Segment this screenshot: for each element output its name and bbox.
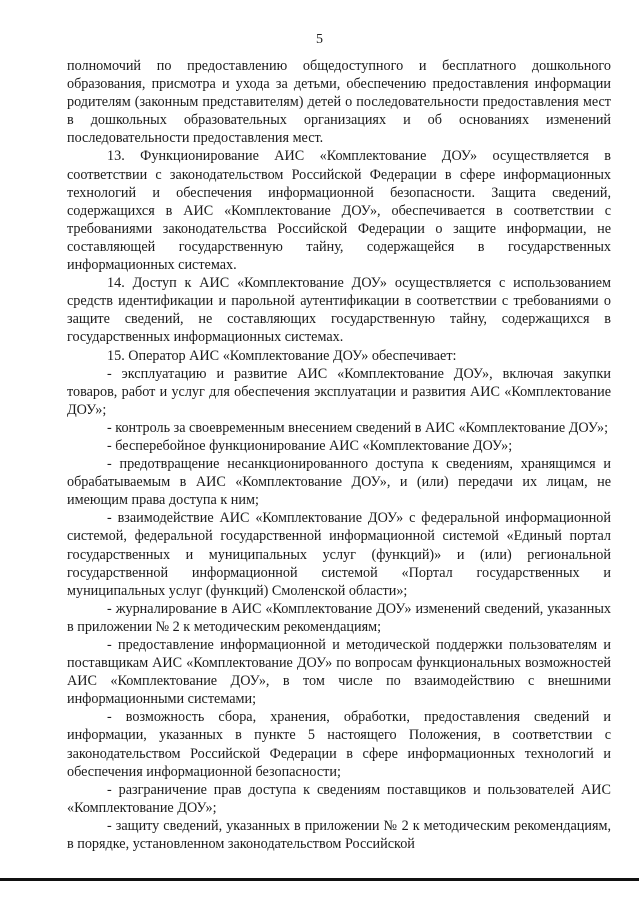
list-item-uptime: - бесперебойное функционирование АИС «Комплектование ДОУ»; [107,437,513,454]
list-item-access-prevention: - предотвращение несанкционированного доступа к сведениям, хранящимся и обрабатываемым в АИС «Комплектование ДОУ», и (или) передачи их лицам, не имеющим права доступа к ним; [67,456,611,509]
list-item-data-processing: - возможность сбора, хранения, обработки, предоставления сведений и информации, указанных в пункте 5 настоящего Положения, в соответствии с законодательством Российской Федерации в сфере информационных технологий и обеспечения информационной безопасности; [67,709,611,780]
paragraph-item-13: 13. Функционирование АИС «Комплектование ДОУ» осуществляется в соответствии с законодательством Российской Федерации в сфере информационных технологий и обеспечения информационной безопасности. Защита сведений, содержащихся в АИС «Комплектование ДОУ», обеспечивается в соответствии с требованиями законодательства Российской Федерации о защите информации, не составляющей государственную тайну, содержащейся в государственных информационных системах. [67,148,611,274]
list-item-access-rights: - разграничение прав доступа к сведениям поставщиков и пользователей АИС «Комплектование ДОУ»; [67,781,611,816]
list-item-control: - контроль за своевременным внесением сведений в АИС «Комплектование ДОУ»; [107,419,609,436]
list-item-support: - предоставление информационной и методической поддержки пользователям и поставщикам АИС «Комплектование ДОУ» по вопросам функциональных возможностей АИС «Комплектование ДОУ», в том числе по взаимодействию с внешними информационными системами; [67,637,611,708]
document-body [67,57,611,853]
bottom-divider [0,878,639,881]
paragraph-item-15: 15. Оператор АИС «Комплектование ДОУ» обеспечивает: [107,347,457,364]
list-item-integration: - взаимодействие АИС «Комплектование ДОУ» с федеральной информационной системой, федеральной государственной информационной системой «Единый портал государственных и муниципальных услуг (функций)» и (или) региональной государственной информационной системой «Портал государственных и муниципальных услуг (функций) Смоленской области»; [67,510,611,599]
list-item-operation: - эксплуатацию и развитие АИС «Комплектование ДОУ», включая закупки товаров, работ и услуг для обеспечения эксплуатации и развития АИС «Комплектование ДОУ»; [67,365,611,418]
list-item-logging: - журналирование в АИС «Комплектование ДОУ» изменений сведений, указанных в приложении № 2 к методическим рекомендациям; [67,600,611,635]
paragraph-continuation: полномочий по предоставлению общедоступного и бесплатного дошкольного образования, присмотра и ухода за детьми, обеспечению предоставления информации родителям (законным представителям) детей о последовательности предоставления мест в дошкольных образовательных организациях и об основаниях изменений последовательности предоставления мест. [67,58,611,147]
page-number: 5 [316,32,323,47]
list-item-data-protection: - защиту сведений, указанных в приложении № 2 к методическим рекомендациям, в порядке, установленном законодательством Российской [67,817,611,853]
paragraph-item-14: 14. Доступ к АИС «Комплектование ДОУ» осуществляется с использованием средств идентификации и парольной аутентификации в соответствии с требованиями о защите сведений, не составляющих государственную тайну, содержащихся в государственных информационных системах. [67,275,611,346]
